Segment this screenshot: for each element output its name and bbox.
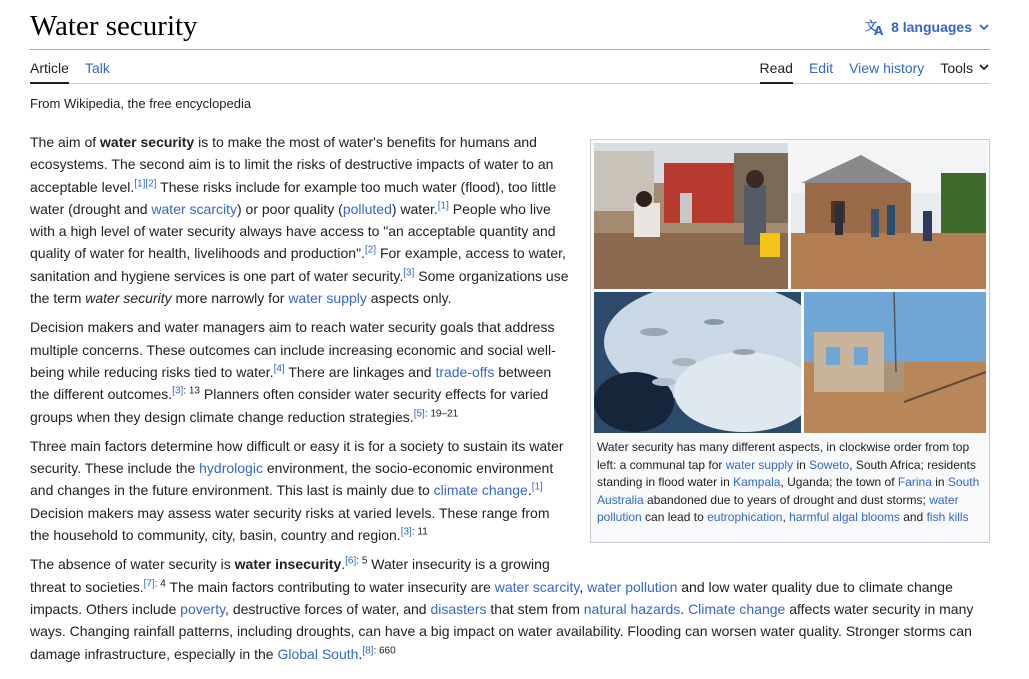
wiki-link[interactable]: hydrologic [199,460,263,477]
citation-page: : 660 [373,644,396,656]
body-text: These risks include for example too much water (flood), too little water (drought and [30,178,557,217]
wiki-link[interactable]: trade-offs [435,363,495,380]
caption-text: abandoned due to years of drought and dust storms; [643,492,930,507]
languages-button[interactable] [865,18,990,36]
wiki-link[interactable]: Climate change [688,600,786,617]
page-title: Water security [30,10,198,42]
languages-label: 8 languages [891,19,972,35]
caption-link[interactable]: fish kills [926,510,969,524]
tab-article[interactable]: Article [30,60,69,76]
body-text: Decision makers may assess water security risks at varied levels. These range from the household to community, city, basin, country and region. [30,504,550,544]
caption-text: , [782,510,790,524]
citation-ref[interactable]: [8] [362,644,374,656]
tools-menu[interactable] [940,60,990,76]
article-body [30,131,990,672]
wiki-link[interactable]: climate change [433,482,528,499]
citation-page: : 5 [356,555,368,567]
citation-ref[interactable]: [6] [345,555,357,567]
caption-text: can lead to [641,510,708,524]
wiki-link[interactable]: water pollution [587,578,678,595]
article-paragraph [30,553,990,664]
farina-ruins-image[interactable] [804,292,986,433]
body-text: Water insecurity is a growing threat to societies. [30,556,550,595]
body-text: , destructive forces of water, and [225,600,431,617]
communal-tap-image[interactable] [594,143,788,289]
wiki-link[interactable]: disasters [430,600,487,617]
body-text: affects water security in many ways. Changing rainfall patterns, including droughts, can have a big impact on water availability. Flooding can worsen water quality. Stronger storms can damage infrastructure, especially in the [30,600,974,662]
tab-talk[interactable]: Talk [85,60,110,76]
wiki-link[interactable]: natural hazards [583,600,681,617]
svg-text:A: A [874,24,884,36]
body-text: The main factors contributing to water insecurity are [165,578,495,595]
body-text: Some organizations use the term [30,267,569,307]
body-text: . [680,600,689,617]
body-text: There are linkages and [284,363,436,380]
caption-link[interactable]: Farina [897,475,932,489]
caption-link[interactable]: Kampala [733,475,781,489]
caption-link[interactable]: water pollution [597,492,959,524]
body-text: environment, the socio-economic environment and changes in the future environment. This last is mainly due to [30,460,554,499]
citation-page: : 11 [411,526,428,538]
citation-ref[interactable]: [2] [364,244,377,256]
caption-text: in [931,475,948,489]
wiki-link[interactable]: water supply [288,290,367,307]
body-text: is to make the most of water's benefits for humans and ecosystems. The second aim is to limit the risks of destructive impacts of water to an acceptable level. [30,134,554,195]
tab-read[interactable]: Read [759,60,793,76]
body-text: . [341,556,346,573]
body-text: that stem from [486,600,584,617]
body-text: Planners often consider water security effects for varied groups when they design climate change reduction strategies. [30,386,549,425]
wiki-link[interactable]: water scarcity [494,578,580,595]
citation-ref[interactable]: [1][2] [134,177,157,189]
citation-ref[interactable]: [3] [172,385,184,397]
citation-page: : 13 [183,385,200,397]
caption-text: in [793,457,810,472]
caption-text: , Uganda; the town of [780,475,898,489]
body-text: between the different outcomes. [30,363,552,403]
bold-term: water insecurity [234,556,342,573]
translate-icon [865,18,885,36]
body-text: , [579,578,588,595]
caption-link[interactable]: Soweto [809,457,850,472]
citation-ref[interactable]: [4] [273,363,285,375]
body-text: ) water. [391,200,438,217]
page-actions [760,60,991,76]
body-text: The absence of water security is [30,556,235,573]
wiki-link[interactable]: water scarcity [151,200,237,217]
italic-term: water security [85,290,172,307]
tabs-row [30,50,990,84]
body-text: For example, access to water, sanitation and hygiene services is one part of water security. [30,245,566,284]
chevron-down-icon [978,60,990,76]
caption-text: Water security has many different aspects, in clockwise order from top left: a communal tap for [597,440,970,472]
body-text: Decision makers and water managers aim to reach water security goals that address multiple concerns. These outcomes can include increasing economic and social well-being while reducing risks tied to water. [30,319,556,380]
caption-text: , South Africa; residents standing in flood water in [597,457,976,489]
flood-kampala-image[interactable] [791,143,986,289]
body-text: ) or poor quality ( [236,200,343,217]
body-text: The aim of [30,134,101,150]
body-text: and low water quality due to climate change impacts. Others include [30,578,953,617]
wiki-link[interactable]: Global South [277,645,359,662]
tools-label: Tools [940,60,973,76]
citation-ref[interactable]: [3] [403,267,415,279]
title-row [30,10,990,50]
caption-link[interactable]: water supply [725,457,794,472]
citation-ref[interactable]: [5] [413,407,425,419]
image-caption [594,433,986,527]
citation-page: : 19–21 [424,407,459,419]
svg-text:文: 文 [865,19,878,33]
image-montage [590,139,990,543]
tab-edit[interactable]: Edit [808,60,834,76]
wiki-link[interactable]: polluted [342,200,392,217]
caption-link[interactable]: South Australia [597,475,980,507]
image-grid [594,143,986,433]
body-text: Three main factors determine how difficult or easy it is for a society to sustain its water security. These include the [30,437,564,477]
tagline: From Wikipedia, the free encyclopedia [30,96,252,111]
bold-term: water security [100,134,195,150]
body-text: People who live with a high level of water security always have access to "an acceptable quantity and quality of water for health, livelihoods and production". [30,200,556,262]
fish-kill-image[interactable] [594,292,801,433]
caption-text: and [899,510,927,524]
citation-page: : 4 [154,577,166,589]
chevron-down-icon [978,21,990,33]
citation-ref[interactable]: [1] [531,481,543,493]
caption-link[interactable]: eutrophication [707,510,783,524]
body-text: . [527,482,532,499]
body-text: more narrowly for [171,290,289,307]
citation-ref[interactable]: [3] [400,526,412,538]
tab-view-history[interactable]: View history [849,60,925,76]
citation-ref[interactable]: [1] [437,200,449,212]
body-text: aspects only. [366,290,452,307]
wiki-link[interactable]: poverty [180,600,226,617]
body-text: . [358,645,363,662]
citation-ref[interactable]: [7] [143,577,155,589]
caption-link[interactable]: harmful algal blooms [789,510,900,524]
